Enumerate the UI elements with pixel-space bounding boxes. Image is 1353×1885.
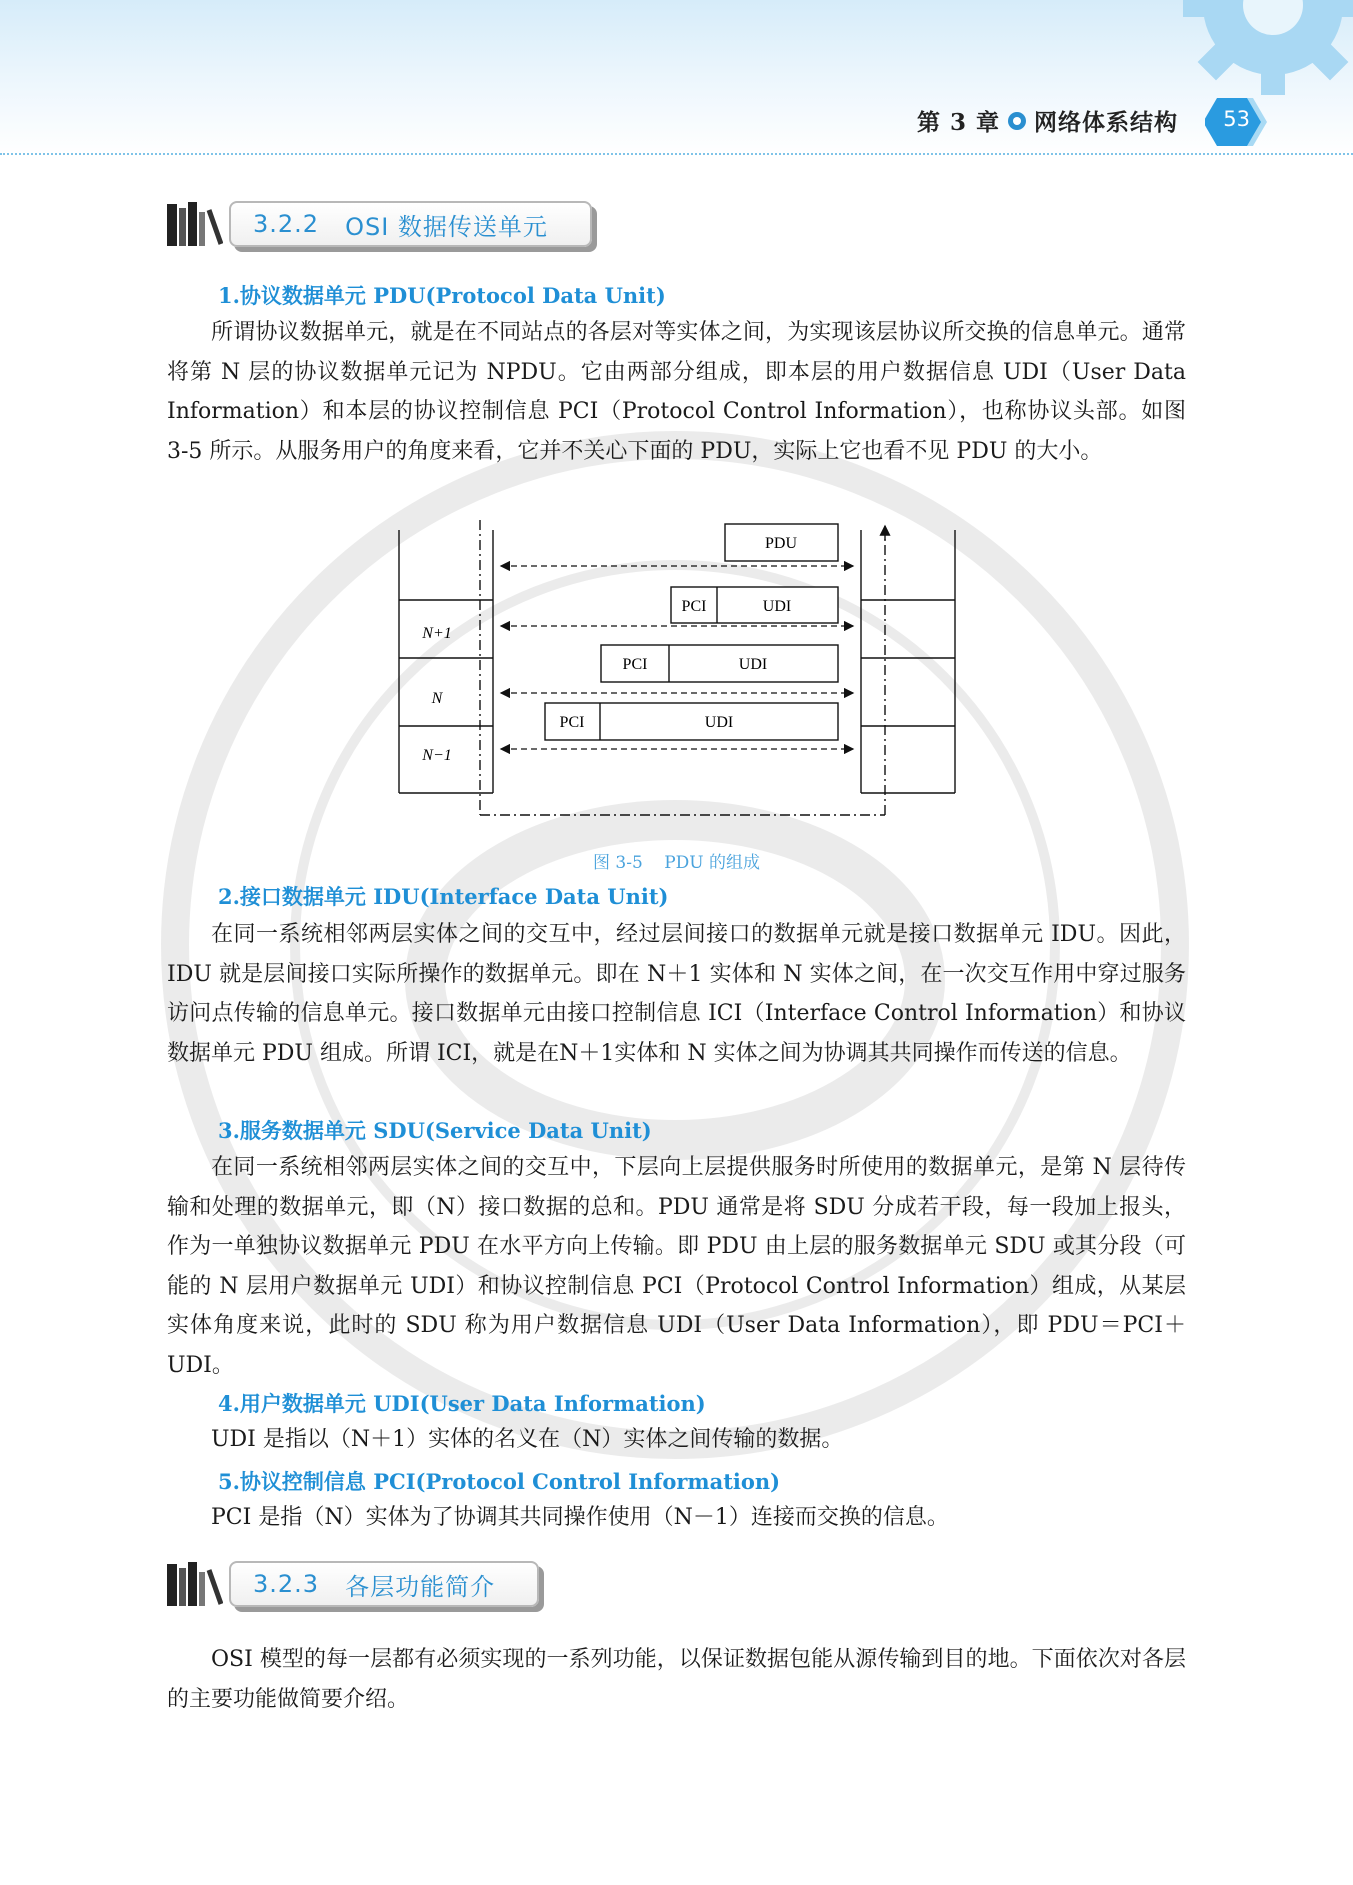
figure-caption bbox=[0, 848, 1353, 873]
paragraph-udi: UDI 是指以（N＋1）实体的名义在（N）实体之间传输的数据。 bbox=[211, 1427, 844, 1452]
paragraph-idu: 在同一系统相邻两层实体之间的交互中，经过层间接口的数据单元就是接口数据单元 IDU。因此，IDU 就是层间接口实际所操作的数据单元。即在 N＋1 实体和 N 实体之间，在一次交互作用中穿过服务访问点传输的信息单元。接口数据单元由接口控制信息 ICI（Interface Control Information）和协议数据单元 PDU 组成。所谓 ICI，就是在N＋1实体和 N 实体之间为协调其共同操作而传送的信息。 bbox=[167, 922, 1186, 1066]
page-number: 53 bbox=[1223, 107, 1250, 131]
figure-caption-text: PDU 的组成 bbox=[664, 853, 760, 873]
running-header bbox=[917, 104, 1178, 137]
subheading-pci: 5.协议控制信息 PCI(Protocol Control Information) bbox=[218, 1469, 781, 1494]
figure-caption-number: 图 3-5 bbox=[593, 853, 643, 873]
fig-label-udi-1: UDI bbox=[762, 598, 792, 615]
fig-label-pci-1: PCI bbox=[681, 598, 707, 615]
chapter-title: 网络体系结构 bbox=[1034, 109, 1178, 136]
section-number: 3.2.3 bbox=[253, 1570, 320, 1598]
section-title: 各层功能简介 bbox=[345, 1572, 496, 1601]
subheading-udi: 4.用户数据单元 UDI(User Data Information) bbox=[218, 1391, 706, 1416]
fig-layer-n: N bbox=[431, 690, 443, 707]
paragraph-pci: PCI 是指（N）实体为了协调其共同操作使用（N－1）连接而交换的信息。 bbox=[211, 1505, 949, 1530]
fig-label-pdu: PDU bbox=[764, 535, 798, 552]
chapter-number: 第 3 章 bbox=[916, 109, 1000, 136]
paragraph-sdu: 在同一系统相邻两层实体之间的交互中，下层向上层提供服务时所使用的数据单元，是第 N 层待传输和处理的数据单元，即（N）接口数据的总和。PDU 通常是将 SDU 分成若干段，每一段加上报头，作为一单独协议数据单元 PDU 在水平方向上传输。即 PDU 由上层的服务数据单元 SDU 或其分段（可能的 N 层用户数据单元 UDI）和协议控制信息 PCI（Protocol Control Information）组成，从某层实体角度来说，此时的 SDU 称为用户数据信息 UDI（User Data Information），即 PDU＝PCI＋UDI。 bbox=[167, 1155, 1186, 1378]
paragraph-layer-functions: OSI 模型的每一层都有必须实现的一系列功能，以保证数据包能从源传输到目的地。下面依次对各层的主要功能做简要介绍。 bbox=[167, 1647, 1186, 1712]
section-heading-3-2-2 bbox=[165, 198, 592, 250]
gear-small-icon bbox=[1006, 110, 1028, 132]
fig-label-udi-2: UDI bbox=[738, 656, 768, 673]
figure-pdu-composition bbox=[395, 520, 960, 825]
subheading-idu: 2.接口数据单元 IDU(Interface Data Unit) bbox=[218, 884, 669, 909]
paragraph-pdu: 所谓协议数据单元，就是在不同站点的各层对等实体之间，为实现该层协议所交换的信息单元。通常将第 N 层的协议数据单元记为 NPDU。它由两部分组成，即本层的用户数据信息 UDI（User Data Information）和本层的协议控制信息 PCI（Protocol Control Information），也称协议头部。如图 3-5 所示。从服务用户的角度来看，它并不关心下面的 PDU，实际上它也看不见 PDU 的大小。 bbox=[167, 320, 1186, 464]
section-number: 3.2.2 bbox=[253, 210, 320, 238]
subheading-sdu: 3.服务数据单元 SDU(Service Data Unit) bbox=[218, 1118, 652, 1143]
fig-layer-n-minus-1: N−1 bbox=[422, 747, 452, 764]
books-icon bbox=[165, 200, 223, 248]
subheading-pdu: 1.协议数据单元 PDU(Protocol Data Unit) bbox=[218, 283, 666, 308]
gear-icon bbox=[1173, 0, 1353, 105]
fig-label-pci-3: PCI bbox=[559, 714, 585, 731]
fig-label-pci-2: PCI bbox=[622, 656, 648, 673]
fig-label-udi-3: UDI bbox=[704, 714, 734, 731]
section-title: OSI 数据传送单元 bbox=[345, 212, 548, 241]
books-icon bbox=[165, 1560, 223, 1608]
section-tab bbox=[229, 1561, 539, 1607]
fig-layer-n-plus-1: N+1 bbox=[422, 625, 452, 642]
section-tab bbox=[229, 201, 592, 247]
section-heading-3-2-3 bbox=[165, 1558, 539, 1610]
header-dotted-line bbox=[0, 153, 1353, 155]
